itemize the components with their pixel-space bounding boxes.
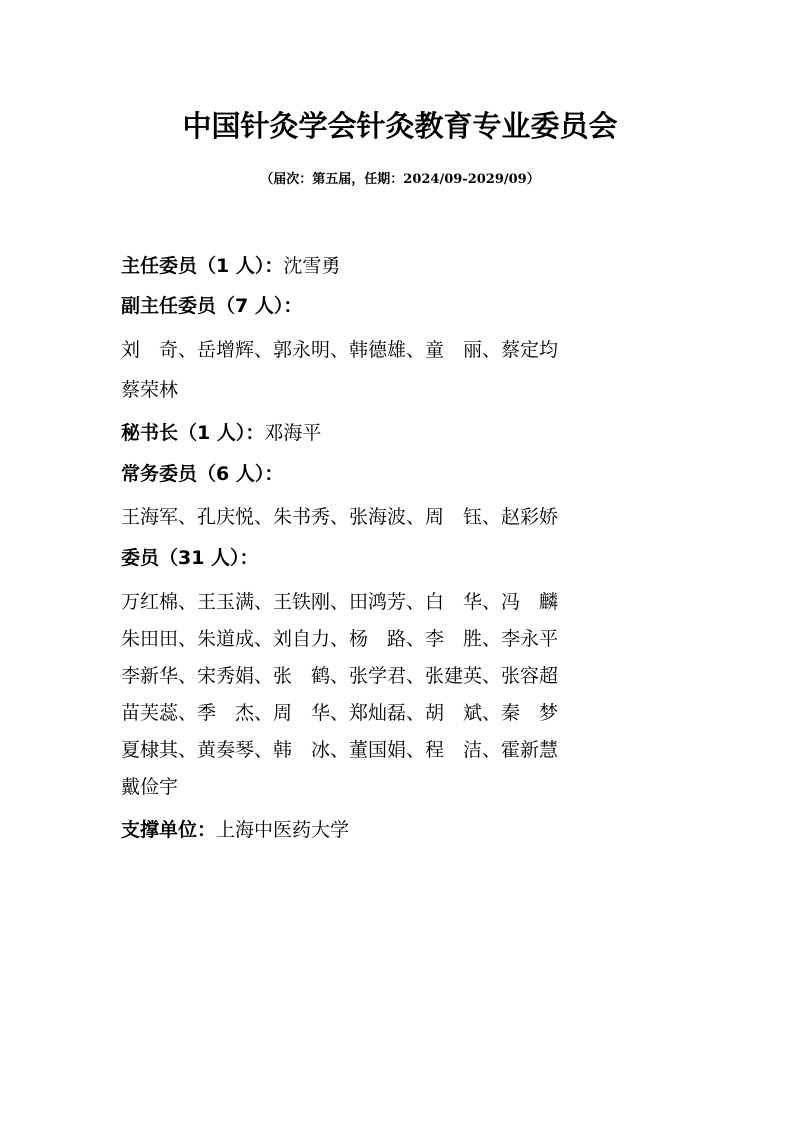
director-name: 沈雪勇 xyxy=(283,255,341,277)
supporting-unit-label: 支撑单位： xyxy=(121,819,217,841)
members-label: 委员（31 人）： xyxy=(121,547,259,569)
secretary-general-line xyxy=(121,419,641,447)
members-line-2: 朱田田、朱道成、刘自力、杨 路、李 胜、李永平 xyxy=(121,628,559,650)
director-label: 主任委员（1 人）： xyxy=(121,255,284,277)
members-line-1: 万红棉、王玉满、王铁刚、田鸿芳、白 华、冯 麟 xyxy=(121,591,559,613)
deputy-directors-line-2: 蔡荣林 xyxy=(121,379,179,401)
deputy-directors-line-1: 刘 奇、岳增辉、郭永明、韩德雄、童 丽、蔡定均 xyxy=(121,339,559,361)
standing-members-label: 常务委员（6 人）： xyxy=(121,463,284,485)
director-line xyxy=(121,252,641,280)
deputy-directors-label: 副主任委员（7 人）： xyxy=(121,295,303,317)
document-subtitle: （届次：第五届，任期：2024/09-2029/09） xyxy=(260,172,540,187)
supporting-unit-name: 上海中医药大学 xyxy=(216,819,350,841)
members-line-3: 李新华、宋秀娟、张 鹤、张学君、张建英、张容超 xyxy=(121,665,559,687)
document-title: 中国针灸学会针灸教育专业委员会 xyxy=(182,109,618,143)
supporting-unit-line xyxy=(121,816,641,844)
secretary-general-label: 秘书长（1 人）： xyxy=(121,422,265,444)
standing-members-line-1: 王海军、孔庆悦、朱书秀、张海波、周 钰、赵彩娇 xyxy=(121,506,559,528)
members-line-6: 戴俭宇 xyxy=(121,776,179,798)
members-line-5: 夏棣其、黄奏琴、韩 冰、董国娟、程 洁、霍新慧 xyxy=(121,739,559,761)
members-line-4: 苗芙蕊、季 杰、周 华、郑灿磊、胡 斌、秦 梦 xyxy=(121,702,559,724)
secretary-general-name: 邓海平 xyxy=(264,422,322,444)
